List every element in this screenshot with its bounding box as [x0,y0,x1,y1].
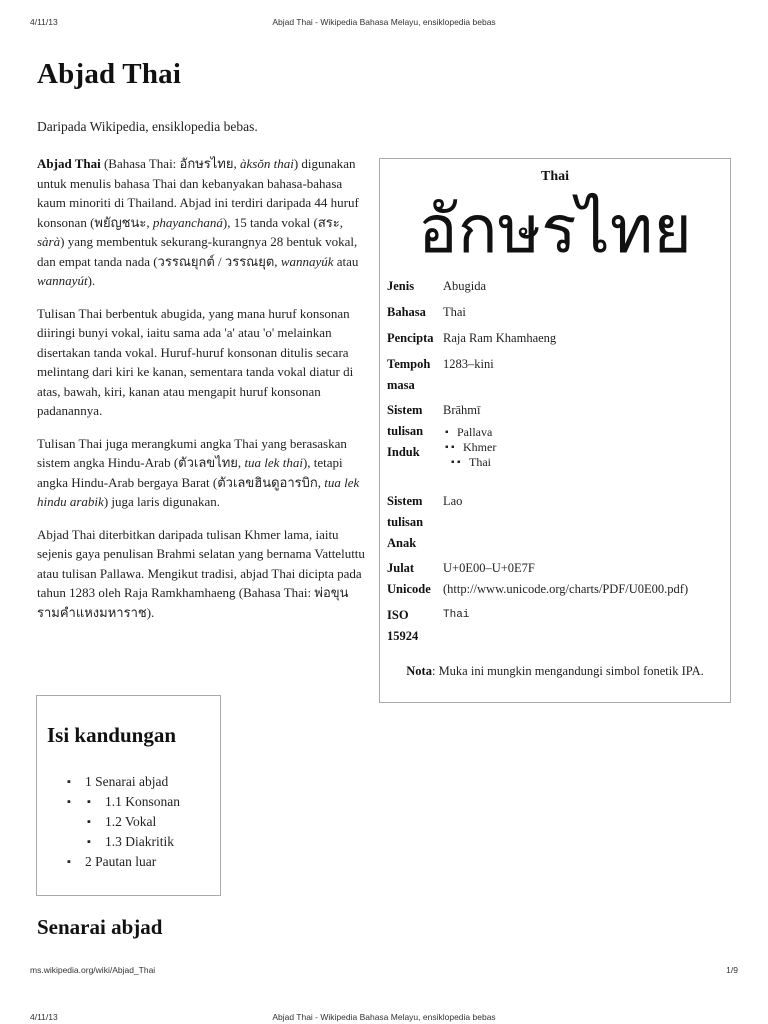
intro-paragraph: Abjad Thai (Bahasa Thai: อักษรไทย, àksŏn thai) digunakan untuk menulis bahasa Thai dan kebanyakan bahasa-bahasa kaum minoriti di Thailand. Abjad ini terdiri daripada 44 huruf konsonan (พยัญชนะ, phayanchaná), 15 tanda vokal (สระ, sàrà) yang membentuk sekurang-kurangnya 28 bentuk vokal, dan empat tanda nada (วรรณยุกต์ / วรรณยุต, wannayúk atau wannayút). [37,156,359,288]
infobox-value[interactable]: Thai [443,305,466,319]
table-of-contents [36,695,221,896]
toc-item[interactable]: ▪ 1.2 Vokal [87,812,180,832]
infobox-label: Sistem tulisan Induk [387,403,424,459]
print-header [30,17,738,29]
parent-script-item[interactable]: ▪ ▪ Thai [455,455,726,470]
print-page-title: Abjad Thai - Wikipedia Bahasa Melayu, ensiklopedia bebas [272,17,496,27]
print-footer [30,965,738,977]
unicode-range: U+0E00–U+0E7F [443,561,535,575]
romanization: àksŏn thai [240,156,294,171]
infobox-note: Nota: Muka ini mungkin mengandungi simbol fonetik IPA. [406,664,704,678]
infobox-label: Julat Unicode [387,561,431,596]
toc-item[interactable]: ▪ 2 Pautan luar [67,852,180,872]
toc-list [67,772,180,872]
infobox-label: Bahasa [387,305,426,319]
toc-item[interactable]: ▪ 1 Senarai abjad [67,772,180,792]
page-title: Abjad Thai [37,58,182,90]
print-url: ms.wikipedia.org/wiki/Abjad_Thai [30,965,156,975]
infobox-value[interactable]: Abugida [443,279,487,293]
history-paragraph: Abjad Thai diterbitkan daripada tulisan Khmer lama, iaitu sejenis gaya penulisan Brahmi selatan yang bernama Vatteluttu atau tulisan Pallawa. Mengikut tradisi, abjad Thai dicipta pada tahun 1283 oleh Raja Ramkhamhaeng (Bahasa Thai: พ่อขุนรามคำแหงมหาราช). [37,526,365,620]
infobox-label: ISO 15924 [387,608,419,643]
infobox-value[interactable]: Raja Ram Khamhaeng [443,331,557,345]
script-sample: อักษรไทย [418,191,692,268]
parent-script-chain [443,425,726,470]
toc-item[interactable]: ▪ ▪ 1.1 Konsonan [87,792,180,812]
infobox-value: Thai [443,609,470,621]
infobox-value: 1283–kini [443,357,494,371]
infobox-title: Thai [540,169,569,184]
parent-script-item[interactable]: ▪ ▪ Khmer [449,440,726,455]
print-date: 4/11/13 [30,17,58,27]
print-page-title: Abjad Thai - Wikipedia Bahasa Melayu, ensiklopedia bebas [272,1012,496,1022]
section-heading: Senarai abjad [37,915,163,939]
infobox-label: Jenis [387,279,415,293]
print-page-number: 1/9 [726,965,738,975]
parent-script-item[interactable]: ▪ Pallava [443,425,726,440]
lead-term: Abjad Thai [37,156,101,171]
numerals-paragraph: Tulisan Thai juga merangkumi angka Thai yang berasaskan sistem angka Hindu-Arab (ตัวเลขไทย, tua lek thai), tetapi angka Hindu-Arab bergaya Barat (ตัวเลขฮินดูอารบิก, tua lek hindu arabik) juga laris digunakan. [37,435,360,509]
parent-script-root[interactable]: Brāhmī [443,403,481,417]
unicode-link[interactable]: (http://www.unicode.org/charts/PDF/U0E00.pdf) [443,582,689,596]
infobox-label: Tempoh masa [387,357,431,392]
infobox-value [443,400,726,470]
print-date: 4/11/13 [30,1012,58,1022]
infobox [379,158,731,703]
infobox-label: Sistem tulisan Anak [387,494,424,550]
infobox-value [443,558,726,600]
article-body [37,154,367,635]
print-header-next-page [30,1012,738,1024]
toc-item[interactable]: ▪ 1.3 Diakritik [87,832,180,852]
infobox-value[interactable]: Lao [443,494,463,508]
site-tagline: Daripada Wikipedia, ensiklopedia bebas. [37,119,258,134]
infobox-label: Pencipta [387,331,434,345]
toc-title: Isi kandungan [47,723,177,747]
abugida-paragraph: Tulisan Thai berbentuk abugida, yang mana huruf konsonan diiringi bunyi vokal, iaitu sama ada 'a' atau 'o' melainkan disertakan tanda vokal. Huruf-huruf konsonan ditulis secara melintang dari kiri ke kanan, sementara tanda vokal diatur di atas, bawah, kiri, kanan atau mengapit huruf konsonan padanannya. [37,305,354,418]
